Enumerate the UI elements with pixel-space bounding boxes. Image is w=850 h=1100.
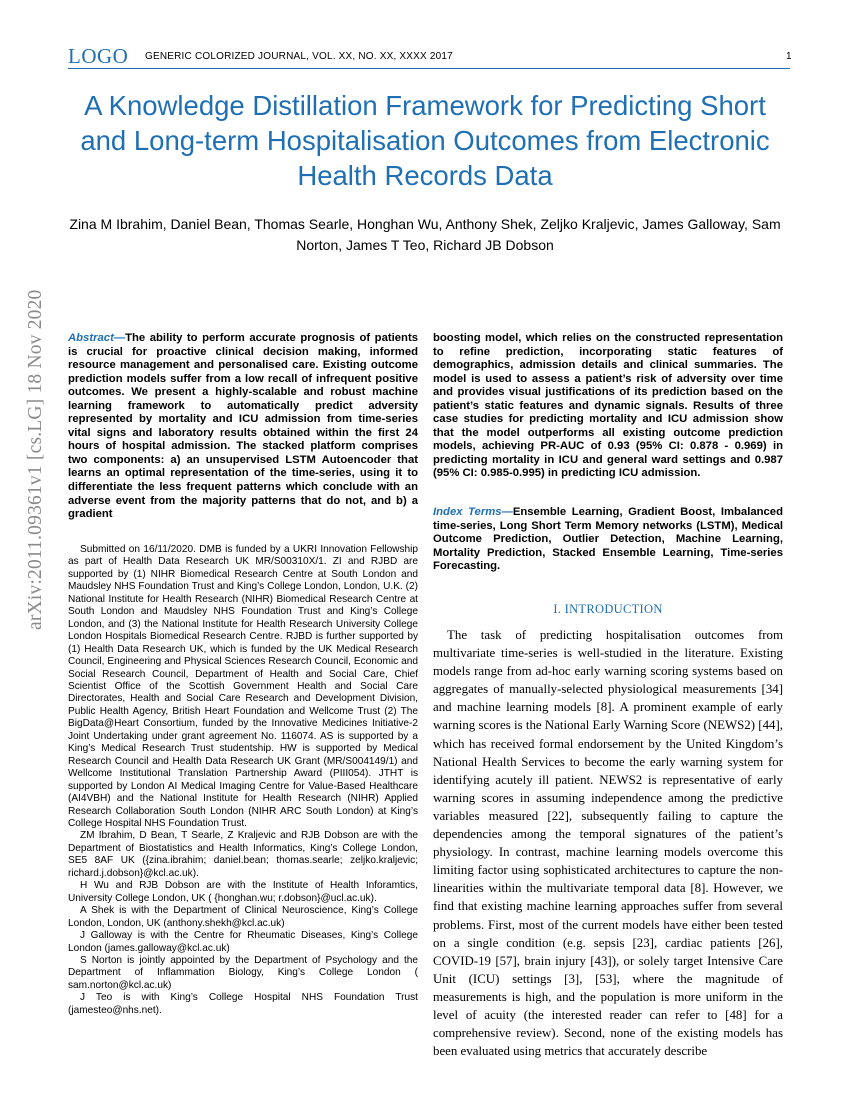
footnote-affiliation: J Teo is with King’s College Hospital NHS Foundation Trust (jamesteo@nhs.net). [68,992,418,1016]
author-list: Zina M Ibrahim, Daniel Bean, Thomas Searle, Honghan Wu, Anthony Shek, Zeljko Kraljevic, James Galloway, Sam Norton, James T Teo, Richard JB Dobson [69,216,781,253]
footnote-affiliation: ZM Ibrahim, D Bean, T Searle, Z Kraljevic and RJB Dobson are with the Department of Biostatistics and Health Informatics, King’s College London, SE5 8AF UK ({zina.ibrahim; daniel.bean; thomas.searle; zeljko.kraljevic; richard.j.dobson}@kcl.ac.uk). [68,830,418,879]
footnote-affiliation: J Galloway is with the Centre for Rheumatic Diseases, King’s College London (james.galloway@kcl.ac.uk) [68,930,418,954]
journal-header: GENERIC COLORIZED JOURNAL, VOL. XX, NO. XX, XXXX 2017 [145,51,453,62]
introduction-body: The task of predicting hospitalisation outcomes from multivariate time-series is well-studied in the literature. Existing models range from ad-hoc early warning scoring systems based on aggregates of manually-selected physiological measurements [34] and machine learning models [8]. A prominent example of early warning scores is the National Early Warning Score (NEWS2) [44], which has received formal endorsement by the United Kingdom’s National Health Services to become the early warning system for identifying acutely ill patient. NEWS2 is representative of early warning scores in assuming independence among the predictive variables measured [22], subsequently failing to capture the dependencies among the temporal signatures of the patient’s physiology. In contrast, machine learning models overcome this limiting factor using sophisticated architectures to capture the non-linearities within the multivariate temporal data [8]. However, we find that existing machine learning approaches suffer from several problems. First, most of the current models have either been tested on a single condition (e.g. sepsis [23], cardiac patients [26], COVID-19 [57], brain injury [43]), or solely target Intensive Care Unit (ICU) settings [3], [53], where the magnitude of measurements is high, and the population is more uniform in the level of acuity (the interested reader can refer to [48] for a comprehensive review). Second, none of the existing models has been evaluated using metrics that accurately describe [433,628,783,1059]
page-number: 1 [786,51,792,62]
arxiv-identifier: arXiv:2011.09361v1 [cs.LG] 18 Nov 2020 [25,290,46,631]
header-divider [68,68,790,69]
section-heading-introduction: I. INTRODUCTION [553,602,663,616]
abstract-label: Abstract— [68,332,126,344]
index-terms-text: Ensemble Learning, Gradient Boost, Imbalanced time-series, Long Short Term Memory networks (LSTM), Medical Outcome Prediction, Outlier Detection, Machine Learning, Mortality Prediction, Stacked Ensemble Learning, Time-series Forecasting. [433,506,783,573]
index-terms-label: Index Terms— [433,506,513,518]
index-terms [433,506,783,574]
abstract-text-left: The ability to perform accurate prognosis of patients is crucial for proactive clinical decision making, informed resource management and personalised care. Existing outcome prediction models suffer from a low recall of infrequent positive outcomes. We present a highly-scalable and robust machine learning framework to automatically predict adversity represented by mortality and ICU admission from time-series vital signs and laboratory results obtained within the first 24 hours of hospital admission. The stacked platform comprises two components: a) an unsupervised LSTM Autoencoder that learns an optimal representation of the time-series, using it to differentiate the less frequent patterns which conclude with an adverse event from the majority patterns that do not, and b) a gradient [68,332,418,521]
abstract-part-1 [68,332,418,522]
footnote-affiliation: S Norton is jointly appointed by the Department of Psychology and the Department of Inflammation Biology, King’s College London ( sam.norton@kcl.ac.uk) [68,954,418,991]
footnote-affiliation: H Wu and RJB Dobson are with the Institute of Health Inforamtics, University College London, UK ( {honghan.wu; r.dobson}@ucl.ac.uk). [68,880,418,904]
abstract-part-2: boosting model, which relies on the constructed representation to refine prediction, incorporating static features of demographics, admission details and clinical summaries. The model is used to assess a patient’s risk of adversity over time and provides visual justifications of its prediction based on the patient’s static features and dynamic signals. Results of three case studies for predicting mortality and ICU admission show that the model outperforms all existing outcome prediction models, achieving PR-AUC of 0.93 (95% CI: 0.878 - 0.969) in predicting mortality in ICU and general ward settings and 0.987 (95% CI: 0.985-0.995) in predicting ICU admission. [433,332,783,480]
journal-logo: LOGO [68,44,129,68]
footnote-affiliation: A Shek is with the Department of Clinical Neuroscience, King’s College London, London, UK (anthony.shekh@kcl.ac.uk) [68,905,418,929]
footnote-funding: Submitted on 16/11/2020. DMB is funded by a UKRI Innovation Fellowship as part of Health Data Research UK MR/S00310X/1. ZI and RJBD are supported by (1) NIHR Biomedical Research Centre at South London and Maudsley NHS Foundation Trust and King’s College London, London, U.K. (2) National Institute for Health Research (NIHR) Biomedical Research Centre at South London and Maudsley NHS Foundation Trust and King’s College London, and (3) the National Institute for Health Research University College London Hospitals Biomedical Research Centre. RJBD is further supported by (1) Health Data Research UK, which is funded by the UK Medical Research Council, Engineering and Physical Sciences Research Council, Economic and Social Research Council, Department of Health and Social Care, Chief Scientist Office of the Scottish Government Health and Social Care Directorates, Health and Social Care Research and Development Division, Public Health Agency, British Heart Foundation and Wellcome Trust (2) The BigData@Heart Consortium, funded by the Innovative Medicines Initiative-2 Joint Undertaking under grant agreement No. 116074. AS is supported by a King’s Medical Research Trust studentship. HW is supported by Medical Research Council and Health Data Research UK Grant (MR/S004149/1) and Wellcome Institutional Translation Partnership Award (PIII054). JTHT is supported by London AI Medical Imaging Centre for Value-Based Healthcare (AI4VBH) and the National Institute for Health Research (NIHR) Applied Research Collaboration South London (NIHR ARC South London) at King’s College Hospital NHS Foundation Trust. [68,544,418,829]
paper-title: A Knowledge Distillation Framework for Predicting Short and Long-term Hospitalisation Outcomes from Electronic Health Records Data [80,90,770,191]
footnote-affiliations [68,544,418,1017]
